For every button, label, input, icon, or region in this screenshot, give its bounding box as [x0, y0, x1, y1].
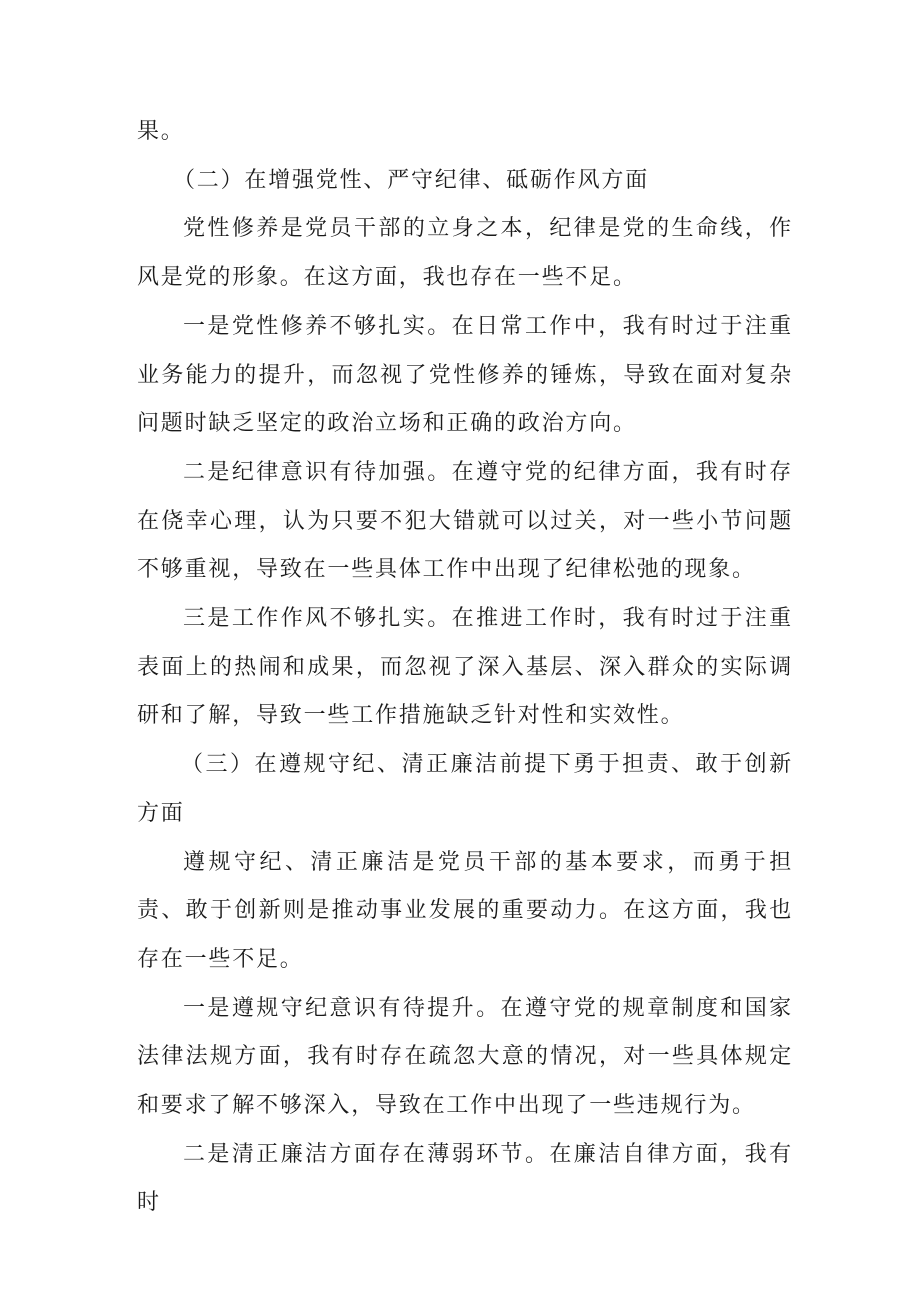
paragraph-intro-3: 遵规守纪、清正廉洁是党员干部的基本要求，而勇于担责、敢于创新则是推动事业发展的重要动力。在这方面，我也存在一些不足。 — [137, 849, 793, 972]
paragraph-point-2-3: 三是工作作风不够扎实。在推进工作时，我有时过于注重表面上的热闹和成果，而忽视了深入基层、深入群众的实际调研和了解，导致一些工作措施缺乏针对性和实效性。 — [137, 606, 793, 729]
section-heading-2: （二）在增强党性、严守纪律、砥砺作风方面 — [173, 167, 650, 193]
paragraph-point-2-1: 一是党性修养不够扎实。在日常工作中，我有时过于注重业务能力的提升，而忽视了党性修养的锤炼，导致在面对复杂问题时缺乏坚定的政治立场和正确的政治方向。 — [137, 313, 793, 437]
paragraph-point-3-2: 二是清正廉洁方面存在薄弱环节。在廉洁自律方面，我有时 — [137, 1141, 793, 1216]
section-heading-3: （三）在遵规守纪、清正廉洁前提下勇于担责、敢于创新方面 — [137, 752, 793, 826]
paragraph-point-2-2: 二是纪律意识有待加强。在遵守党的纪律方面，我有时存在侥幸心理，认为只要不犯大错就可以过关，对一些小节问题不够重视，导致在一些具体工作中出现了纪律松弛的现象。 — [137, 459, 793, 583]
paragraph-continuation: 果。 — [137, 119, 185, 144]
paragraph-intro-2: 党性修养是党员干部的立身之本，纪律是党的生命线，作风是党的形象。在这方面，我也存在一些不足。 — [137, 216, 793, 291]
paragraph-point-3-1: 一是遵规守纪意识有待提升。在遵守党的规章制度和国家法律法规方面，我有时存在疏忽大意的情况，对一些具体规定和要求了解不够深入，导致在工作中出现了一些违规行为。 — [137, 995, 793, 1119]
document-body — [137, 108, 793, 1228]
